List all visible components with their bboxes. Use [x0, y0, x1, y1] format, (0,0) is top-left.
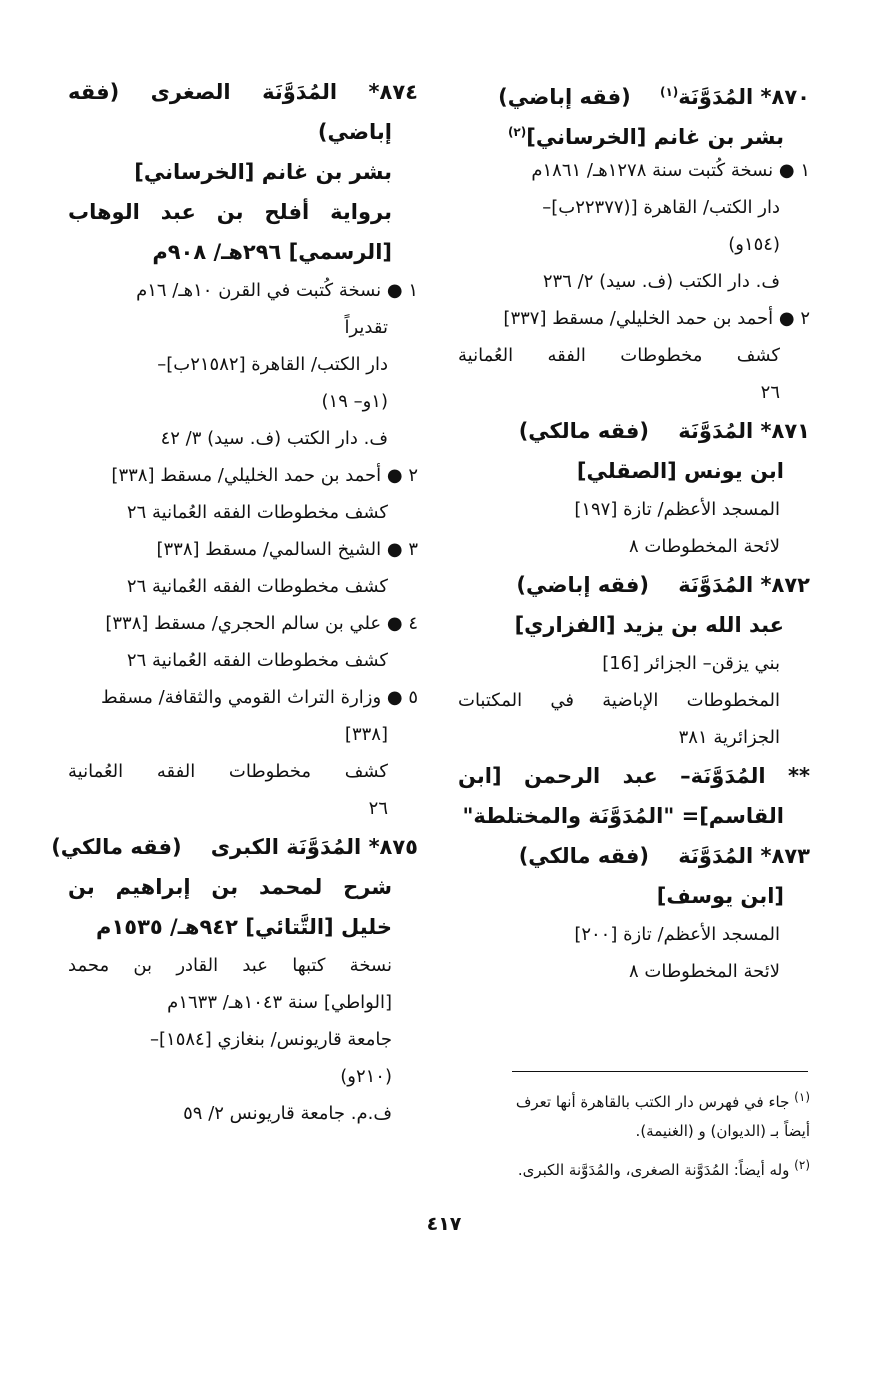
- cross-reference: ** المُدَوَّنَة– عبد الرحمن [ابن: [458, 764, 810, 788]
- entry-874-narration-cont: [الرسمي] ٢٩٦هـ/ ٩٠٨م: [152, 240, 392, 264]
- entry-874-copy-2-ref: كشف مخطوطات الفقه العُمانية ٢٦: [126, 502, 388, 523]
- entry-870-heading: ٨٧٠* المُدَوَّنَة$^{(١)}$ (فقه إباضي): [498, 85, 810, 109]
- entry-875-catalog-ref: ف.م. جامعة قاريونس ٢/ ٥٩: [183, 1103, 392, 1124]
- entry-874-copy-5-shelf: [٣٣٨]: [344, 724, 388, 745]
- entry-874-folio: (١و– ١٩): [321, 391, 388, 412]
- entry-874-copy-4: ٤ ● علي بن سالم الحجري/ مسقط [٣٣٨]: [105, 613, 418, 634]
- entry-875-folio: (٢١٠و): [340, 1066, 392, 1087]
- entry-875-heading: ٨٧٥* المُدَوَّنَة الكبرى (فقه مالكي): [51, 835, 418, 859]
- entry-870-folio: (١٥٤و): [728, 234, 780, 255]
- footnote-separator: [512, 1071, 808, 1072]
- entry-875-commentary-cont: خليل [التَّتائي] ٩٤٢هـ/ ١٥٣٥م: [96, 915, 392, 939]
- right-column: [458, 72, 810, 990]
- entry-874-narration: برواية أفلح بن عبد الوهاب: [68, 200, 392, 224]
- entry-874-location: دار الكتب/ القاهرة [٢١٥٨٢ب]–: [157, 354, 388, 375]
- footnote-ref-1[interactable]: (١): [659, 85, 679, 99]
- entry-875-location: جامعة قاريونس/ بنغازي [١٥٨٤]–: [150, 1029, 392, 1050]
- entry-874-heading: ٨٧٤* المُدَوَّنَة الصغرى (فقه: [68, 80, 418, 104]
- entry-874-estimate: تقديراً: [344, 317, 388, 338]
- entry-870-page: ٢٦: [760, 382, 780, 403]
- entry-871-author: ابن يونس [الصقلي]: [576, 459, 784, 483]
- entry-874-catalog-ref: ف. دار الكتب (ف. سيد) ٣/ ٤٢: [160, 428, 388, 449]
- entry-873-catalog-ref: لائحة المخطوطات ٨: [629, 961, 780, 982]
- entry-871-heading: ٨٧١* المُدَوَّنَة (فقه مالكي): [518, 419, 810, 443]
- entry-875-commentary: شرح لمحمد بن إبراهيم بن: [68, 875, 392, 899]
- entry-874-copy-1: ١ ● نسخة كُتبت في القرن ١٠هـ/ ١٦م: [136, 280, 418, 301]
- footnotes: [470, 1080, 810, 1182]
- entry-874-copy-3-ref: كشف مخطوطات الفقه العُمانية ٢٦: [126, 576, 388, 597]
- entry-872-catalog-ref: المخطوطات الإباضية في المكتبات: [458, 690, 780, 711]
- entry-874-copy-3: ٣ ● الشيخ السالمي/ مسقط [٣٣٨]: [156, 539, 418, 560]
- page-number: ٤١٧: [426, 1213, 462, 1235]
- entry-875-copyist: نسخة كتبها عبد القادر بن محمد: [68, 955, 392, 976]
- entry-872-location: بني يزقن– الجزائر [16]: [602, 653, 780, 674]
- entry-874-author: بشر بن غانم [الخرساني]: [134, 160, 392, 184]
- entry-872-author: عبد الله بن يزيد [الفزاري]: [514, 613, 784, 637]
- footnote-1-cont: أيضاً بـ (الديوان) و (الغنيمة).: [635, 1122, 810, 1140]
- footnote-ref-2[interactable]: (٢): [507, 125, 527, 139]
- entry-874-category: إباضي): [317, 120, 392, 144]
- entry-870-catalog-ref-2: كشف مخطوطات الفقه العُمانية: [458, 345, 780, 366]
- footnote-2: $^{(٢)}$ وله أيضاً: المُدَوَّنة الصغرى، والمُدَوَّنة الكبرى.: [517, 1158, 810, 1179]
- entry-874-copy-4-ref: كشف مخطوطات الفقه العُمانية ٢٦: [126, 650, 388, 671]
- entry-871-catalog-ref: لائحة المخطوطات ٨: [629, 536, 780, 557]
- entry-870-catalog-ref: ف. دار الكتب (ف. سيد) ٢/ ٢٣٦: [542, 271, 780, 292]
- entry-872-catalog-ref-cont: الجزائرية ٣٨١: [678, 727, 780, 748]
- entry-873-heading: ٨٧٣* المُدَوَّنَة (فقه مالكي): [518, 844, 810, 868]
- entry-871-location: المسجد الأعظم/ تازة [١٩٧]: [574, 499, 780, 520]
- entry-874-copy-5: ٥ ● وزارة التراث القومي والثقافة/ مسقط: [101, 687, 418, 708]
- entry-870-author: بشر بن غانم [الخرساني]$^{(٢)}$: [507, 125, 784, 149]
- entry-870-copy-2: ٢ ● أحمد بن حمد الخليلي/ مسقط [٣٣٧]: [503, 308, 810, 329]
- left-column: [51, 72, 418, 1132]
- cross-reference-cont: القاسم]= "المُدَوَّنَة والمختلطة": [462, 804, 784, 828]
- entry-870-location: دار الكتب/ القاهرة [(٢٢٣٧٧ب]–: [542, 197, 780, 218]
- entry-874-copy-5-page: ٢٦: [368, 798, 388, 819]
- footnote-1: $^{(١)}$ جاء في فهرس دار الكتب بالقاهرة أنها تعرف: [515, 1090, 810, 1111]
- entry-873-author: [ابن يوسف]: [656, 884, 784, 908]
- entry-874-copy-2: ٢ ● أحمد بن حمد الخليلي/ مسقط [٣٣٨]: [111, 465, 418, 486]
- entry-870-copy-1: ١ ● نسخة كُتبت سنة ١٢٧٨هـ/ ١٨٦١م: [531, 160, 810, 181]
- entry-875-copyist-cont: [الواطي] سنة ١٠٤٣هـ/ ١٦٣٣م: [167, 992, 392, 1013]
- entry-874-copy-5-ref: كشف مخطوطات الفقه العُمانية: [68, 761, 388, 782]
- entry-872-heading: ٨٧٢* المُدَوَّنَة (فقه إباضي): [516, 573, 810, 597]
- entry-873-location: المسجد الأعظم/ تازة [٢٠٠]: [574, 924, 780, 945]
